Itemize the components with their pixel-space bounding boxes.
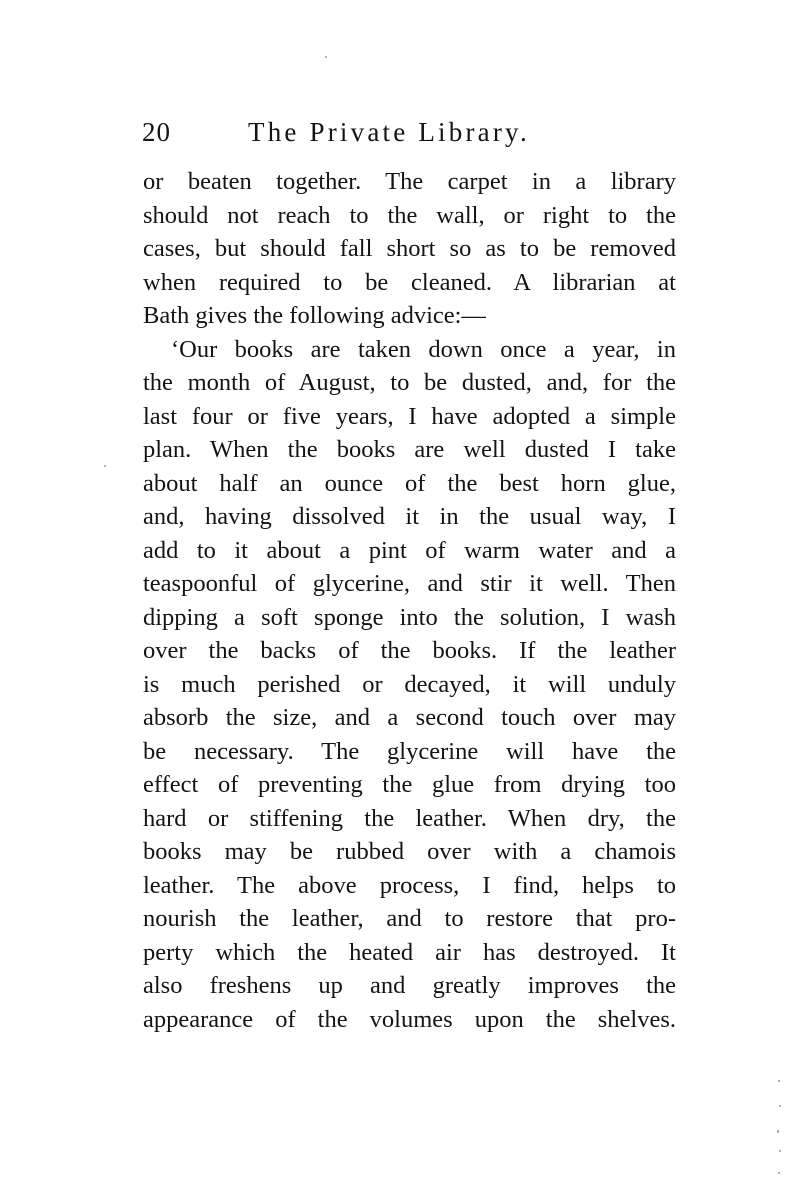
scan-speck — [779, 1105, 781, 1107]
running-title: The Private Library. — [248, 117, 530, 147]
text-line: books may be rubbed over with a chamois — [143, 838, 676, 865]
scan-speck — [777, 1130, 779, 1133]
page-number: 20 — [142, 117, 171, 147]
text-line: effect of preventing the glue from drying too — [143, 771, 676, 798]
text-line: about half an ounce of the best horn glue, — [143, 469, 676, 497]
scan-speck — [778, 1172, 780, 1174]
text-line: or beaten together. The carpet in a library — [143, 168, 676, 195]
scan-speck — [778, 1080, 780, 1082]
text-line: dipping a soft sponge into the solution, I wash — [143, 603, 676, 631]
text-line: should not reach to the wall, or right to the — [143, 201, 676, 229]
text-line: teaspoonful of glycerine, and stir it well. Then — [143, 570, 676, 597]
text-line: perty which the heated air has destroyed. It — [143, 938, 676, 966]
text-line: absorb the size, and a second touch over may — [143, 704, 676, 731]
text-line: is much perished or decayed, it will unduly — [143, 670, 676, 698]
text-line: cases, but should fall short so as to be removed — [143, 235, 676, 262]
text-line: last four or five years, I have adopted a simple — [143, 402, 676, 430]
text-line: leather. The above process, I find, helps to — [143, 871, 676, 899]
scan-speck — [325, 56, 327, 58]
text-line: the month of August, to be dusted, and, for the — [143, 369, 676, 396]
text-line: be necessary. The glycerine will have the — [143, 737, 676, 765]
text-line: hard or stiffening the leather. When dry, the — [143, 804, 676, 832]
text-line: over the backs of the books. If the leather — [143, 637, 676, 664]
scan-speck — [104, 465, 106, 467]
text-line: also freshens up and greatly improves the — [143, 972, 676, 999]
running-head — [142, 112, 682, 152]
body-text — [143, 165, 676, 1036]
text-line: when required to be cleaned. A librarian at — [143, 268, 676, 296]
text-line: plan. When the books are well dusted I take — [143, 436, 676, 463]
scan-speck — [779, 1150, 781, 1152]
text-line-paragraph-start: ‘Our books are taken down once a year, in — [171, 335, 676, 363]
text-line: Bath gives the following advice:— — [143, 302, 486, 329]
text-line: appearance of the volumes upon the shelves. — [143, 1005, 676, 1033]
text-line: nourish the leather, and to restore that pro- — [143, 905, 676, 932]
text-line: add to it about a pint of warm water and a — [143, 536, 676, 564]
text-line: and, having dissolved it in the usual way, I — [143, 503, 676, 530]
